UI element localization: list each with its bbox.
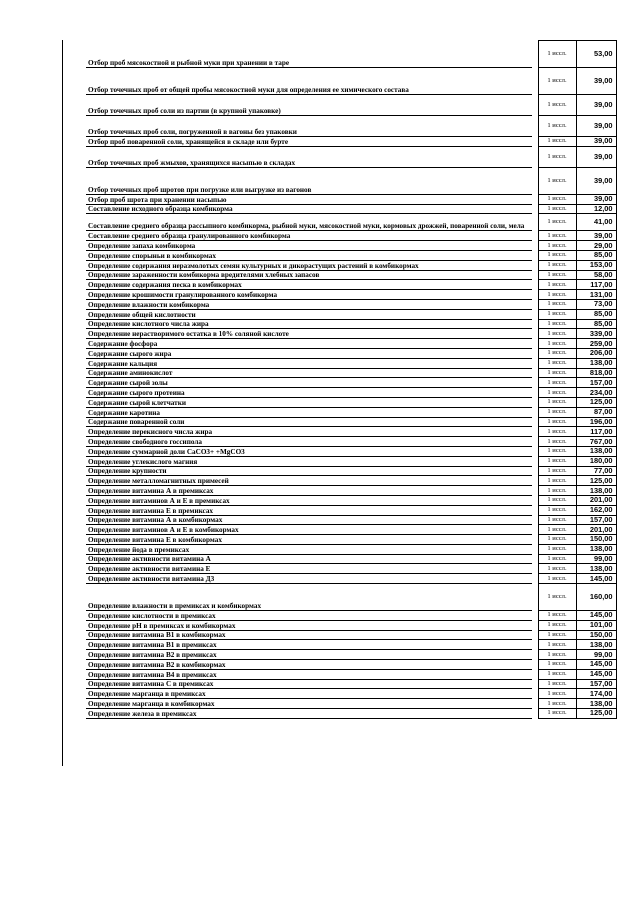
service-price: 41,00 [576,214,616,231]
service-name: Определение витамина А в комбикормах [86,515,532,525]
service-unit: 1 иссл. [538,280,576,290]
service-unit: 1 иссл. [538,699,576,709]
service-unit: 1 иссл. [538,214,576,231]
service-name: Определение общей кислотности [86,309,532,319]
table-row [86,584,616,611]
service-unit: 1 иссл. [538,709,576,719]
service-price: 162,00 [576,505,616,515]
service-name: Определение йода в премиксах [86,544,532,554]
service-price: 73,00 [576,299,616,309]
service-price: 157,00 [576,679,616,689]
service-price: 150,00 [576,535,616,545]
service-name: Определение запаха комбикорма [86,241,532,251]
service-price: 196,00 [576,417,616,427]
service-unit: 1 иссл. [538,630,576,640]
service-name: Содержание сырого протеина [86,388,532,398]
table-row [86,358,616,368]
service-name: Определение свободного госсипола [86,437,532,447]
service-price: 125,00 [576,476,616,486]
service-unit: 1 иссл. [538,397,576,407]
service-price: 160,00 [576,584,616,611]
service-name: Определение марганца в премиксах [86,689,532,699]
table-row [86,231,616,241]
service-price: 138,00 [576,358,616,368]
table-row [86,204,616,214]
service-price: 138,00 [576,699,616,709]
service-price: 39,00 [576,137,616,147]
service-price: 767,00 [576,437,616,447]
service-name: Определение pH в премиксах и комбикормах [86,620,532,630]
service-price: 39,00 [576,95,616,116]
service-price: 818,00 [576,368,616,378]
service-name: Определение марганца в комбикормах [86,699,532,709]
service-price: 138,00 [576,486,616,496]
service-unit: 1 иссл. [538,167,576,194]
service-name: Содержание сырой клетчатки [86,397,532,407]
service-name: Содержание кальция [86,358,532,368]
table-row [86,309,616,319]
table-row [86,397,616,407]
service-price: 85,00 [576,319,616,329]
service-price: 157,00 [576,515,616,525]
service-unit: 1 иссл. [538,456,576,466]
service-name: Определение витаминов А и Е в премиксах [86,495,532,505]
service-name: Определение содержания неразмолотых семян культурных и дикорастущих растений в комбикормах [86,260,532,270]
service-name: Определение витамина С в премиксах [86,679,532,689]
table-row [86,486,616,496]
service-price: 101,00 [576,620,616,630]
service-name: Определение влажности комбикорма [86,299,532,309]
service-unit: 1 иссл. [538,241,576,251]
service-price: 117,00 [576,427,616,437]
service-name: Отбор точечных проб жмыхов, хранящихся насыпью в складах [86,146,532,167]
table-row [86,446,616,456]
table-row [86,368,616,378]
table-row [86,41,616,68]
service-unit: 1 иссл. [538,250,576,260]
service-unit: 1 иссл. [538,515,576,525]
table-row [86,505,616,515]
service-price: 39,00 [576,194,616,204]
service-unit: 1 иссл. [538,574,576,584]
service-name: Отбор точечных проб соли из партии (в крупной упаковке) [86,95,532,116]
service-price: 145,00 [576,660,616,670]
table-row [86,260,616,270]
left-margin-line [62,40,63,766]
service-unit: 1 иссл. [538,299,576,309]
service-name: Отбор проб поваренной соли, хранящейся в складе или бурте [86,137,532,147]
service-unit: 1 иссл. [538,194,576,204]
service-name: Определение спорыньи в комбикормах [86,250,532,260]
service-unit: 1 иссл. [538,611,576,621]
service-name: Содержание сырой золы [86,378,532,388]
service-price: 138,00 [576,446,616,456]
service-unit: 1 иссл. [538,319,576,329]
service-name: Определение витамина В2 в премиксах [86,650,532,660]
service-name: Отбор точечных проб соли, погруженной в вагоны без упаковки [86,116,532,137]
service-unit: 1 иссл. [538,660,576,670]
service-price: 150,00 [576,630,616,640]
table-row [86,407,616,417]
table-row [86,525,616,535]
table-row [86,620,616,630]
service-price: 145,00 [576,669,616,679]
service-price: 174,00 [576,689,616,699]
service-name: Определение активности витамина Д3 [86,574,532,584]
table-row [86,329,616,339]
service-unit: 1 иссл. [538,260,576,270]
price-table-body [86,41,616,719]
service-name: Определение активности витамина Е [86,564,532,574]
service-price: 39,00 [576,116,616,137]
table-row [86,280,616,290]
service-name: Определение витамина Е в премиксах [86,505,532,515]
service-unit: 1 иссл. [538,427,576,437]
service-unit: 1 иссл. [538,564,576,574]
service-name: Определение содержания песка в комбикормах [86,280,532,290]
service-price: 125,00 [576,709,616,719]
service-name: Содержание сырого жира [86,348,532,358]
table-row [86,437,616,447]
service-name: Составление среднего образца гранулированного комбикорма [86,231,532,241]
service-name: Определение кислотного числа жира [86,319,532,329]
service-name: Определение металломагнитных примесей [86,476,532,486]
service-unit: 1 иссл. [538,358,576,368]
service-price: 58,00 [576,270,616,280]
service-price: 259,00 [576,339,616,349]
service-price: 39,00 [576,68,616,95]
service-unit: 1 иссл. [538,146,576,167]
table-row [86,689,616,699]
table-row [86,250,616,260]
table-row [86,427,616,437]
service-price: 99,00 [576,650,616,660]
service-name: Определение витамина Е в комбикормах [86,535,532,545]
service-unit: 1 иссл. [538,231,576,241]
service-price: 157,00 [576,378,616,388]
service-name: Определение витамина В1 в премиксах [86,640,532,650]
service-price: 138,00 [576,640,616,650]
table-row [86,348,616,358]
service-name: Определение крошимости гранулированного комбикорма [86,290,532,300]
table-row [86,564,616,574]
service-name: Содержание фосфора [86,339,532,349]
service-price: 138,00 [576,544,616,554]
table-row [86,417,616,427]
service-name: Отбор проб мясокостной и рыбной муки при хранении в таре [86,41,532,68]
service-unit: 1 иссл. [538,466,576,476]
service-unit: 1 иссл. [538,329,576,339]
service-unit: 1 иссл. [538,95,576,116]
service-unit: 1 иссл. [538,679,576,689]
service-unit: 1 иссл. [538,620,576,630]
table-row [86,574,616,584]
table-row [86,679,616,689]
service-name: Содержание каротина [86,407,532,417]
service-unit: 1 иссл. [538,584,576,611]
service-unit: 1 иссл. [538,68,576,95]
table-row [86,709,616,719]
price-table [86,40,617,719]
service-unit: 1 иссл. [538,535,576,545]
service-price: 201,00 [576,495,616,505]
service-name: Определение активности витамина А [86,554,532,564]
service-unit: 1 иссл. [538,640,576,650]
service-name: Составление исходного образца комбикорма [86,204,532,214]
table-row [86,699,616,709]
service-unit: 1 иссл. [538,309,576,319]
service-price: 201,00 [576,525,616,535]
service-name: Содержание поваренной соли [86,417,532,427]
table-row [86,515,616,525]
service-price: 53,00 [576,41,616,68]
table-row [86,146,616,167]
service-price: 39,00 [576,231,616,241]
service-name: Отбор проб шрота при хранении насыпью [86,194,532,204]
table-row [86,669,616,679]
service-price: 153,00 [576,260,616,270]
service-unit: 1 иссл. [538,388,576,398]
service-name: Определение витамина В1 в комбикормах [86,630,532,640]
service-unit: 1 иссл. [538,368,576,378]
table-row [86,270,616,280]
table-row [86,319,616,329]
service-price: 77,00 [576,466,616,476]
table-row [86,611,616,621]
table-row [86,495,616,505]
service-price: 85,00 [576,250,616,260]
table-row [86,299,616,309]
service-name: Определение витамина В2 в комбикормах [86,660,532,670]
service-name: Определение кислотности в премиксах [86,611,532,621]
table-row [86,194,616,204]
service-name: Определение витамина А в премиксах [86,486,532,496]
service-price: 99,00 [576,554,616,564]
service-name: Определение перекисного числа жира [86,427,532,437]
service-name: Содержание аминокислот [86,368,532,378]
service-price: 339,00 [576,329,616,339]
service-unit: 1 иссл. [538,554,576,564]
service-name: Определение зараженности комбикорма вредителями хлебных запасов [86,270,532,280]
service-unit: 1 иссл. [538,348,576,358]
service-name: Определение крупности [86,466,532,476]
service-unit: 1 иссл. [538,378,576,388]
service-unit: 1 иссл. [538,650,576,660]
service-name: Определение витамина В4 в премиксах [86,669,532,679]
table-row [86,241,616,251]
service-unit: 1 иссл. [538,41,576,68]
table-row [86,466,616,476]
service-unit: 1 иссл. [538,669,576,679]
table-row [86,535,616,545]
service-unit: 1 иссл. [538,689,576,699]
service-unit: 1 иссл. [538,204,576,214]
table-row [86,167,616,194]
service-name: Определение витаминов А и Е в комбикормах [86,525,532,535]
service-price: 85,00 [576,309,616,319]
table-row [86,339,616,349]
service-price: 87,00 [576,407,616,417]
service-name: Определение нерастворимого остатка в 10% соляной кислоте [86,329,532,339]
service-unit: 1 иссл. [538,476,576,486]
service-unit: 1 иссл. [538,486,576,496]
service-unit: 1 иссл. [538,339,576,349]
service-price: 125,00 [576,397,616,407]
service-price: 117,00 [576,280,616,290]
service-price: 39,00 [576,146,616,167]
service-unit: 1 иссл. [538,137,576,147]
table-row [86,660,616,670]
service-unit: 1 иссл. [538,525,576,535]
table-row [86,116,616,137]
table-row [86,95,616,116]
service-name: Определение углекислого магния [86,456,532,466]
table-row [86,544,616,554]
service-name: Определение железа в премиксах [86,709,532,719]
service-price: 145,00 [576,611,616,621]
table-row [86,137,616,147]
table-row [86,640,616,650]
service-name: Определение влажности в премиксах и комбикормах [86,584,532,611]
service-name: Определение суммарной доли CaCO3+ +MgCO3 [86,446,532,456]
service-price: 29,00 [576,241,616,251]
table-row [86,650,616,660]
service-unit: 1 иссл. [538,290,576,300]
service-unit: 1 иссл. [538,417,576,427]
service-price: 131,00 [576,290,616,300]
table-row [86,290,616,300]
service-price: 138,00 [576,564,616,574]
service-unit: 1 иссл. [538,446,576,456]
service-unit: 1 иссл. [538,544,576,554]
service-name: Составление среднего образца рассыпного комбикорма, рыбной муки, мясокостной муки, кормовых дрожжей, поваренной соли, мела [86,214,532,231]
service-name: Отбор точечных проб шротов при погрузке или выгрузке из вагонов [86,167,532,194]
service-price: 12,00 [576,204,616,214]
table-row [86,456,616,466]
service-unit: 1 иссл. [538,116,576,137]
service-price: 180,00 [576,456,616,466]
service-price: 145,00 [576,574,616,584]
service-unit: 1 иссл. [538,270,576,280]
table-row [86,378,616,388]
service-unit: 1 иссл. [538,495,576,505]
table-row [86,630,616,640]
table-row [86,476,616,486]
service-name: Отбор точечных проб от общей пробы мясокостной муки для определения ее химического состава [86,68,532,95]
table-row [86,214,616,231]
service-unit: 1 иссл. [538,505,576,515]
table-row [86,388,616,398]
service-price: 39,00 [576,167,616,194]
table-row [86,68,616,95]
service-price: 206,00 [576,348,616,358]
service-unit: 1 иссл. [538,407,576,417]
service-price: 234,00 [576,388,616,398]
service-unit: 1 иссл. [538,437,576,447]
table-row [86,554,616,564]
